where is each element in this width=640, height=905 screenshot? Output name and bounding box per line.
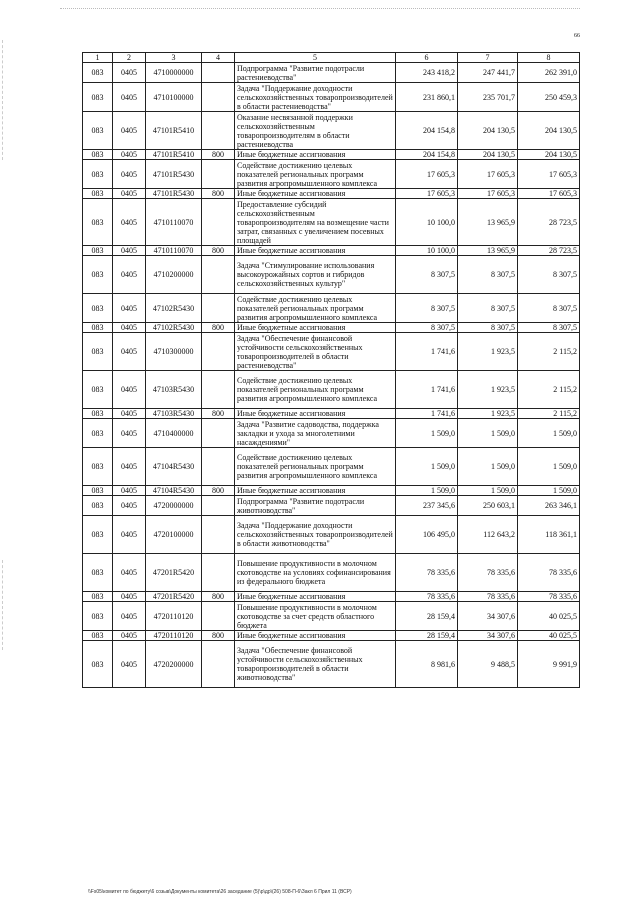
cell-code-section: 0405 xyxy=(113,419,146,448)
cell-description: Иные бюджетные ассигнования xyxy=(235,323,396,333)
cell-description: Иные бюджетные ассигнования xyxy=(235,246,396,256)
column-header: 6 xyxy=(396,53,458,63)
cell-amount-year-2: 1 509,0 xyxy=(458,419,518,448)
column-header: 5 xyxy=(235,53,396,63)
cell-amount-year-3: 118 361,1 xyxy=(518,516,580,554)
cell-code-expense-type xyxy=(202,602,235,631)
cell-amount-year-1: 231 860,1 xyxy=(396,83,458,112)
cell-code-section: 0405 xyxy=(113,409,146,419)
cell-amount-year-1: 1 741,6 xyxy=(396,333,458,371)
table-row xyxy=(83,83,580,112)
table-row xyxy=(83,602,580,631)
cell-amount-year-3: 8 307,5 xyxy=(518,323,580,333)
cell-amount-year-2: 78 335,6 xyxy=(458,592,518,602)
cell-description: Иные бюджетные ассигнования xyxy=(235,409,396,419)
cell-amount-year-3: 204 130,5 xyxy=(518,150,580,160)
cell-amount-year-2: 1 923,5 xyxy=(458,333,518,371)
table-row xyxy=(83,409,580,419)
cell-description: Содействие достижению целевых показателей региональных программ развития агропромышленного комплекса xyxy=(235,160,396,189)
cell-amount-year-1: 1 741,6 xyxy=(396,371,458,409)
cell-code-section: 0405 xyxy=(113,294,146,323)
cell-amount-year-1: 1 509,0 xyxy=(396,486,458,496)
table-row xyxy=(83,323,580,333)
cell-code-admin: 083 xyxy=(83,602,113,631)
cell-amount-year-3: 2 115,2 xyxy=(518,409,580,419)
cell-code-target: 4720000000 xyxy=(146,496,202,516)
cell-amount-year-2: 247 441,7 xyxy=(458,63,518,83)
cell-description: Повышение продуктивности в молочном скотоводстве за счет средств областного бюджета xyxy=(235,602,396,631)
cell-amount-year-3: 250 459,3 xyxy=(518,83,580,112)
cell-amount-year-3: 28 723,5 xyxy=(518,199,580,246)
cell-code-target: 4720100000 xyxy=(146,516,202,554)
cell-code-expense-type xyxy=(202,333,235,371)
cell-amount-year-2: 34 307,6 xyxy=(458,602,518,631)
column-header: 1 xyxy=(83,53,113,63)
table-row xyxy=(83,189,580,199)
cell-code-target: 47101R5410 xyxy=(146,150,202,160)
cell-code-expense-type xyxy=(202,516,235,554)
cell-amount-year-1: 204 154,8 xyxy=(396,150,458,160)
column-header: 8 xyxy=(518,53,580,63)
cell-amount-year-3: 2 115,2 xyxy=(518,333,580,371)
cell-code-target: 47201R5420 xyxy=(146,554,202,592)
cell-amount-year-1: 28 159,4 xyxy=(396,602,458,631)
cell-amount-year-1: 243 418,2 xyxy=(396,63,458,83)
cell-description: Содействие достижению целевых показателей региональных программ развития агропромышленного комплекса xyxy=(235,448,396,486)
cell-code-expense-type xyxy=(202,419,235,448)
table-row xyxy=(83,516,580,554)
cell-amount-year-2: 34 307,6 xyxy=(458,631,518,641)
cell-code-admin: 083 xyxy=(83,199,113,246)
table-row xyxy=(83,496,580,516)
cell-code-section: 0405 xyxy=(113,486,146,496)
cell-amount-year-3: 40 025,5 xyxy=(518,602,580,631)
cell-code-expense-type: 800 xyxy=(202,631,235,641)
table-row xyxy=(83,63,580,83)
table-row xyxy=(83,371,580,409)
cell-code-expense-type: 800 xyxy=(202,246,235,256)
cell-amount-year-2: 235 701,7 xyxy=(458,83,518,112)
cell-amount-year-1: 78 335,6 xyxy=(396,554,458,592)
cell-amount-year-2: 1 923,5 xyxy=(458,371,518,409)
cell-description: Содействие достижению целевых показателей региональных программ развития агропромышленного комплекса xyxy=(235,371,396,409)
cell-amount-year-2: 204 130,5 xyxy=(458,150,518,160)
cell-code-expense-type xyxy=(202,256,235,294)
cell-code-expense-type: 800 xyxy=(202,189,235,199)
cell-code-admin: 083 xyxy=(83,333,113,371)
cell-amount-year-1: 28 159,4 xyxy=(396,631,458,641)
cell-amount-year-3: 8 307,5 xyxy=(518,256,580,294)
cell-description: Подпрограмма "Развитие подотрасли растениеводства" xyxy=(235,63,396,83)
cell-amount-year-3: 78 335,6 xyxy=(518,592,580,602)
cell-description: Задача "Развитие садоводства, поддержка закладки и ухода за многолетними насаждениями" xyxy=(235,419,396,448)
table-row xyxy=(83,256,580,294)
cell-code-admin: 083 xyxy=(83,419,113,448)
cell-amount-year-2: 1 509,0 xyxy=(458,448,518,486)
cell-code-admin: 083 xyxy=(83,256,113,294)
cell-code-section: 0405 xyxy=(113,112,146,150)
cell-code-section: 0405 xyxy=(113,199,146,246)
cell-code-expense-type xyxy=(202,112,235,150)
cell-code-target: 47201R5420 xyxy=(146,592,202,602)
column-header: 3 xyxy=(146,53,202,63)
cell-code-expense-type xyxy=(202,83,235,112)
cell-amount-year-2: 78 335,6 xyxy=(458,554,518,592)
cell-amount-year-3: 40 025,5 xyxy=(518,631,580,641)
cell-code-section: 0405 xyxy=(113,83,146,112)
cell-amount-year-1: 1 509,0 xyxy=(396,419,458,448)
table-row xyxy=(83,112,580,150)
cell-code-section: 0405 xyxy=(113,602,146,631)
cell-code-target: 4710110070 xyxy=(146,199,202,246)
column-header: 4 xyxy=(202,53,235,63)
cell-description: Иные бюджетные ассигнования xyxy=(235,150,396,160)
table-row xyxy=(83,641,580,688)
cell-code-expense-type: 800 xyxy=(202,150,235,160)
cell-code-admin: 083 xyxy=(83,83,113,112)
table-row xyxy=(83,199,580,246)
cell-code-section: 0405 xyxy=(113,592,146,602)
cell-amount-year-3: 1 509,0 xyxy=(518,419,580,448)
cell-code-target: 4710200000 xyxy=(146,256,202,294)
cell-code-section: 0405 xyxy=(113,516,146,554)
cell-code-admin: 083 xyxy=(83,112,113,150)
footer-file-path: \\Fs05\комитет по бюджету\6 созыв\Документы комитета\26 заседание (5)\р\др\(26) 508-П-6\Закл 6 Прил 11 (ВСР) xyxy=(88,889,352,895)
cell-code-expense-type xyxy=(202,448,235,486)
cell-amount-year-2: 250 603,1 xyxy=(458,496,518,516)
table-row xyxy=(83,419,580,448)
column-header: 7 xyxy=(458,53,518,63)
cell-amount-year-1: 8 307,5 xyxy=(396,294,458,323)
cell-amount-year-3: 17 605,3 xyxy=(518,189,580,199)
cell-code-target: 47101R5410 xyxy=(146,112,202,150)
cell-code-section: 0405 xyxy=(113,333,146,371)
cell-code-admin: 083 xyxy=(83,486,113,496)
cell-code-target: 4710400000 xyxy=(146,419,202,448)
cell-code-section: 0405 xyxy=(113,323,146,333)
cell-amount-year-2: 17 605,3 xyxy=(458,160,518,189)
cell-code-admin: 083 xyxy=(83,323,113,333)
cell-code-target: 47104R5430 xyxy=(146,486,202,496)
table-row xyxy=(83,592,580,602)
cell-amount-year-2: 204 130,5 xyxy=(458,112,518,150)
cell-code-section: 0405 xyxy=(113,189,146,199)
cell-amount-year-1: 17 605,3 xyxy=(396,189,458,199)
cell-amount-year-3: 8 307,5 xyxy=(518,294,580,323)
cell-code-admin: 083 xyxy=(83,496,113,516)
cell-amount-year-1: 10 100,0 xyxy=(396,246,458,256)
cell-code-expense-type: 800 xyxy=(202,486,235,496)
cell-amount-year-2: 8 307,5 xyxy=(458,294,518,323)
table-row xyxy=(83,486,580,496)
cell-code-admin: 083 xyxy=(83,592,113,602)
cell-code-section: 0405 xyxy=(113,448,146,486)
header-row xyxy=(83,53,580,63)
cell-code-expense-type xyxy=(202,63,235,83)
cell-code-target: 47102R5430 xyxy=(146,323,202,333)
cell-code-section: 0405 xyxy=(113,496,146,516)
cell-amount-year-2: 1 509,0 xyxy=(458,486,518,496)
page-number: 66 xyxy=(574,33,580,39)
cell-amount-year-1: 8 307,5 xyxy=(396,323,458,333)
cell-code-target: 4720200000 xyxy=(146,641,202,688)
cell-code-expense-type: 800 xyxy=(202,409,235,419)
column-header: 2 xyxy=(113,53,146,63)
cell-code-target: 4710110070 xyxy=(146,246,202,256)
cell-amount-year-3: 1 509,0 xyxy=(518,448,580,486)
table-row xyxy=(83,554,580,592)
cell-description: Задача "Стимулирование использования высокоурожайных сортов и гибридов сельскохозяйственных культур" xyxy=(235,256,396,294)
cell-description: Иные бюджетные ассигнования xyxy=(235,592,396,602)
cell-amount-year-2: 8 307,5 xyxy=(458,256,518,294)
left-margin-dash xyxy=(2,560,3,650)
cell-amount-year-2: 1 923,5 xyxy=(458,409,518,419)
cell-code-section: 0405 xyxy=(113,554,146,592)
top-border-dots xyxy=(60,8,580,9)
cell-amount-year-3: 28 723,5 xyxy=(518,246,580,256)
cell-amount-year-1: 1 741,6 xyxy=(396,409,458,419)
cell-code-expense-type xyxy=(202,160,235,189)
cell-amount-year-2: 17 605,3 xyxy=(458,189,518,199)
cell-amount-year-3: 78 335,6 xyxy=(518,554,580,592)
cell-code-section: 0405 xyxy=(113,641,146,688)
cell-code-section: 0405 xyxy=(113,256,146,294)
cell-amount-year-2: 8 307,5 xyxy=(458,323,518,333)
cell-amount-year-2: 9 488,5 xyxy=(458,641,518,688)
budget-table xyxy=(82,52,580,688)
cell-code-section: 0405 xyxy=(113,371,146,409)
cell-amount-year-3: 9 991,9 xyxy=(518,641,580,688)
cell-description: Повышение продуктивности в молочном скотоводстве на условиях софинансирования из федерального бюджета xyxy=(235,554,396,592)
cell-description: Задача "Обеспечение финансовой устойчивости сельскохозяйственных товаропроизводителей в области растениеводства" xyxy=(235,333,396,371)
cell-amount-year-3: 262 391,0 xyxy=(518,63,580,83)
table-row xyxy=(83,160,580,189)
cell-description: Задача "Поддержание доходности сельскохозяйственных товаропроизводителей в области животноводства" xyxy=(235,516,396,554)
cell-code-target: 4720110120 xyxy=(146,602,202,631)
cell-amount-year-1: 106 495,0 xyxy=(396,516,458,554)
cell-code-section: 0405 xyxy=(113,63,146,83)
table-row xyxy=(83,448,580,486)
cell-amount-year-3: 2 115,2 xyxy=(518,371,580,409)
cell-amount-year-2: 13 965,9 xyxy=(458,246,518,256)
cell-description: Задача "Обеспечение финансовой устойчивости сельскохозяйственных товаропроизводителей в области животноводства" xyxy=(235,641,396,688)
cell-description: Оказание несвязанной поддержки сельскохозяйственным товаропроизводителям в области растениеводства xyxy=(235,112,396,150)
cell-amount-year-1: 78 335,6 xyxy=(396,592,458,602)
cell-code-target: 4710000000 xyxy=(146,63,202,83)
cell-amount-year-3: 17 605,3 xyxy=(518,160,580,189)
cell-code-target: 47101R5430 xyxy=(146,189,202,199)
cell-code-expense-type xyxy=(202,496,235,516)
cell-amount-year-3: 204 130,5 xyxy=(518,112,580,150)
cell-code-target: 47103R5430 xyxy=(146,409,202,419)
cell-code-admin: 083 xyxy=(83,554,113,592)
cell-code-admin: 083 xyxy=(83,409,113,419)
cell-code-admin: 083 xyxy=(83,371,113,409)
cell-amount-year-1: 1 509,0 xyxy=(396,448,458,486)
cell-description: Иные бюджетные ассигнования xyxy=(235,189,396,199)
cell-code-target: 47101R5430 xyxy=(146,160,202,189)
cell-description: Подпрограмма "Развитие подотрасли животноводства" xyxy=(235,496,396,516)
cell-code-admin: 083 xyxy=(83,631,113,641)
cell-amount-year-3: 263 346,1 xyxy=(518,496,580,516)
cell-code-expense-type xyxy=(202,554,235,592)
table-row xyxy=(83,246,580,256)
cell-description: Иные бюджетные ассигнования xyxy=(235,631,396,641)
table-row xyxy=(83,294,580,323)
cell-code-expense-type xyxy=(202,199,235,246)
cell-description: Содействие достижению целевых показателей региональных программ развития агропромышленного комплекса xyxy=(235,294,396,323)
cell-code-expense-type xyxy=(202,641,235,688)
cell-code-target: 47103R5430 xyxy=(146,371,202,409)
cell-code-admin: 083 xyxy=(83,189,113,199)
cell-amount-year-3: 1 509,0 xyxy=(518,486,580,496)
cell-code-target: 4720110120 xyxy=(146,631,202,641)
cell-code-section: 0405 xyxy=(113,246,146,256)
left-margin-dash xyxy=(2,40,3,160)
table-row xyxy=(83,333,580,371)
cell-code-admin: 083 xyxy=(83,641,113,688)
table-row xyxy=(83,150,580,160)
cell-code-section: 0405 xyxy=(113,160,146,189)
cell-code-expense-type: 800 xyxy=(202,323,235,333)
cell-code-admin: 083 xyxy=(83,150,113,160)
cell-code-admin: 083 xyxy=(83,160,113,189)
cell-description: Иные бюджетные ассигнования xyxy=(235,486,396,496)
cell-amount-year-1: 8 307,5 xyxy=(396,256,458,294)
cell-code-expense-type xyxy=(202,371,235,409)
cell-code-admin: 083 xyxy=(83,448,113,486)
cell-code-section: 0405 xyxy=(113,631,146,641)
cell-code-admin: 083 xyxy=(83,516,113,554)
cell-code-section: 0405 xyxy=(113,150,146,160)
cell-amount-year-1: 17 605,3 xyxy=(396,160,458,189)
cell-amount-year-2: 112 643,2 xyxy=(458,516,518,554)
cell-code-target: 4710300000 xyxy=(146,333,202,371)
cell-code-target: 47102R5430 xyxy=(146,294,202,323)
cell-code-admin: 083 xyxy=(83,63,113,83)
cell-code-expense-type: 800 xyxy=(202,592,235,602)
cell-amount-year-1: 10 100,0 xyxy=(396,199,458,246)
cell-amount-year-1: 237 345,6 xyxy=(396,496,458,516)
cell-amount-year-2: 13 965,9 xyxy=(458,199,518,246)
cell-description: Предоставление субсидий сельскохозяйственным товаропроизводителям на возмещение части затрат, связанных с увеличением посевных площадей xyxy=(235,199,396,246)
cell-amount-year-1: 204 154,8 xyxy=(396,112,458,150)
cell-code-expense-type xyxy=(202,294,235,323)
cell-code-admin: 083 xyxy=(83,294,113,323)
cell-code-target: 4710100000 xyxy=(146,83,202,112)
table-row xyxy=(83,631,580,641)
cell-description: Задача "Поддержание доходности сельскохозяйственных товаропроизводителей в области растениеводства" xyxy=(235,83,396,112)
cell-code-target: 47104R5430 xyxy=(146,448,202,486)
cell-amount-year-1: 8 981,6 xyxy=(396,641,458,688)
cell-code-admin: 083 xyxy=(83,246,113,256)
